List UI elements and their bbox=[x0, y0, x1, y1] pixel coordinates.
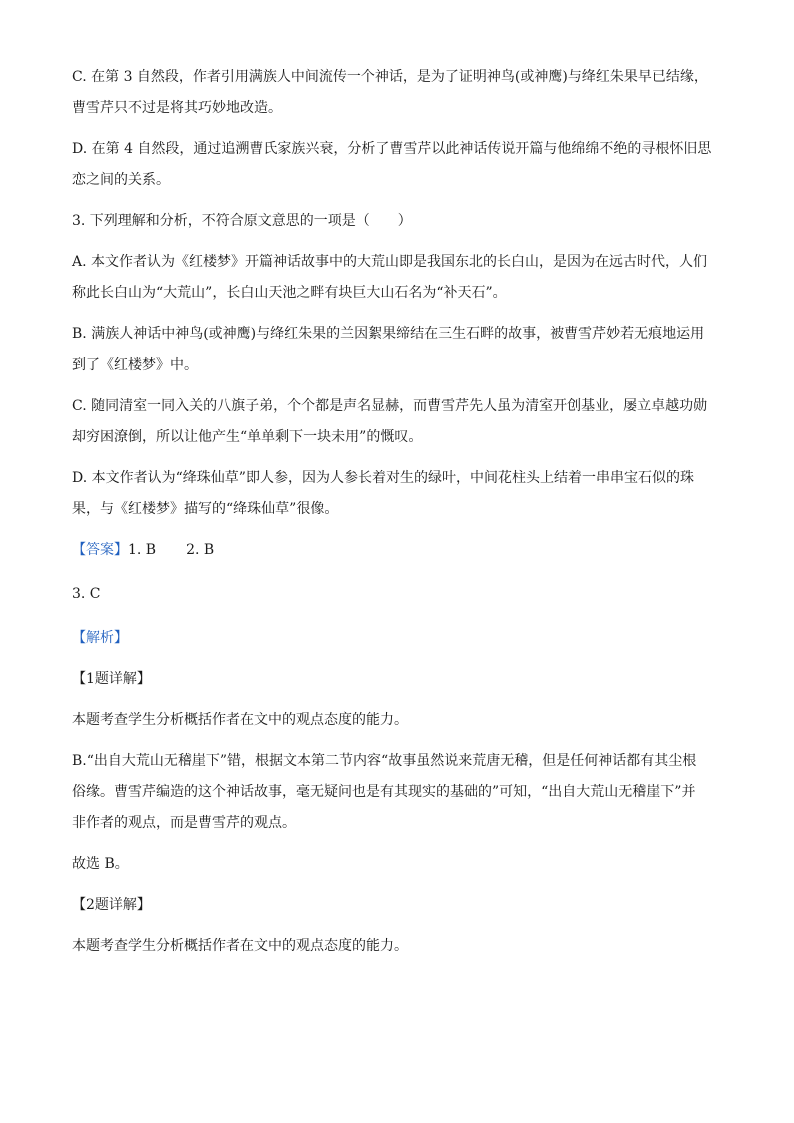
detail-1-body-line1: B.“出自大荒山无稽崖下”错，根据文本第二节内容“故事虽然说来荒唐无稽，但是任何神话都有其尘根 bbox=[72, 753, 697, 769]
answer-label: 【答案】 bbox=[72, 542, 128, 558]
detail-2-intro: 本题考查学生分析概括作者在文中的观点态度的能力。 bbox=[72, 938, 408, 954]
q2-option-c-line1: C. 在第 3 自然段，作者引用满族人中间流传一个神话，是为了证明神鸟(或神鹰)与绛红朱果早已结缘， bbox=[72, 69, 708, 85]
q2-option-d-line2: 恋之间的关系。 bbox=[72, 172, 170, 188]
analysis-label-text: 【解析】 bbox=[72, 630, 128, 646]
answer-item-3: 3. C bbox=[72, 586, 101, 602]
q3-option-b-line1: B. 满族人神话中神鸟(或神鹰)与绛红朱果的兰因絮果缔结在三生石畔的故事，被曹雪芹妙若无痕地运用 bbox=[72, 326, 705, 342]
detail-1-body-line3: 非作者的观点，而是曹雪芹的观点。 bbox=[72, 815, 296, 831]
detail-1-label: 【1题详解】 bbox=[72, 671, 151, 687]
q3-stem: 3. 下列理解和分析，不符合原文意思的一项是（ ） bbox=[72, 213, 412, 229]
answer-item-1: 1. B bbox=[128, 542, 157, 558]
answer-line bbox=[72, 535, 722, 566]
q3-option-a-line2: 称此长白山为“大荒山”，长白山天池之畔有块巨大山石名为“补天石”。 bbox=[72, 285, 507, 301]
q3-option-d-line1: D. 本文作者认为“绛珠仙草”即人参，因为人参长着对生的绿叶，中间花柱头上结着一串串宝石似的珠 bbox=[72, 470, 694, 486]
analysis-label bbox=[72, 623, 722, 654]
q2-option-d-line1: D. 在第 4 自然段，通过追溯曹氏家族兴衰，分析了曹雪芹以此神话传说开篇与他绵绵不绝的寻根怀旧思 bbox=[72, 141, 712, 157]
detail-1-intro: 本题考查学生分析概括作者在文中的观点态度的能力。 bbox=[72, 712, 408, 728]
detail-1-choice: 故选 B。 bbox=[72, 856, 129, 872]
q3-option-c-line2: 却穷困潦倒，所以让他产生“单单剩下一块未用”的慨叹。 bbox=[72, 429, 423, 445]
q3-option-b-line2: 到了《红楼梦》中。 bbox=[72, 357, 198, 373]
detail-1-body-line2: 俗缘。曹雪芹编造的这个神话故事，毫无疑问也是有其现实的基础的”可知，“出自大荒山无稽崖下”并 bbox=[72, 784, 696, 800]
q3-option-d-line2: 果，与《红楼梦》描写的“绛珠仙草”很像。 bbox=[72, 501, 339, 517]
document-page bbox=[72, 62, 722, 962]
q2-option-c-line2: 曹雪芹只不过是将其巧妙地改造。 bbox=[72, 100, 282, 116]
q3-option-c-line1: C. 随同清室一同入关的八旗子弟，个个都是声名显赫，而曹雪芹先人虽为清室开创基业，屡立卓越功勋 bbox=[72, 398, 708, 414]
q3-option-a-line1: A. 本文作者认为《红楼梦》开篇神话故事中的大荒山即是我国东北的长白山，是因为在远古时代，人们 bbox=[72, 254, 708, 270]
answer-item-2: 2. B bbox=[186, 542, 215, 558]
detail-2-label: 【2题详解】 bbox=[72, 897, 151, 913]
